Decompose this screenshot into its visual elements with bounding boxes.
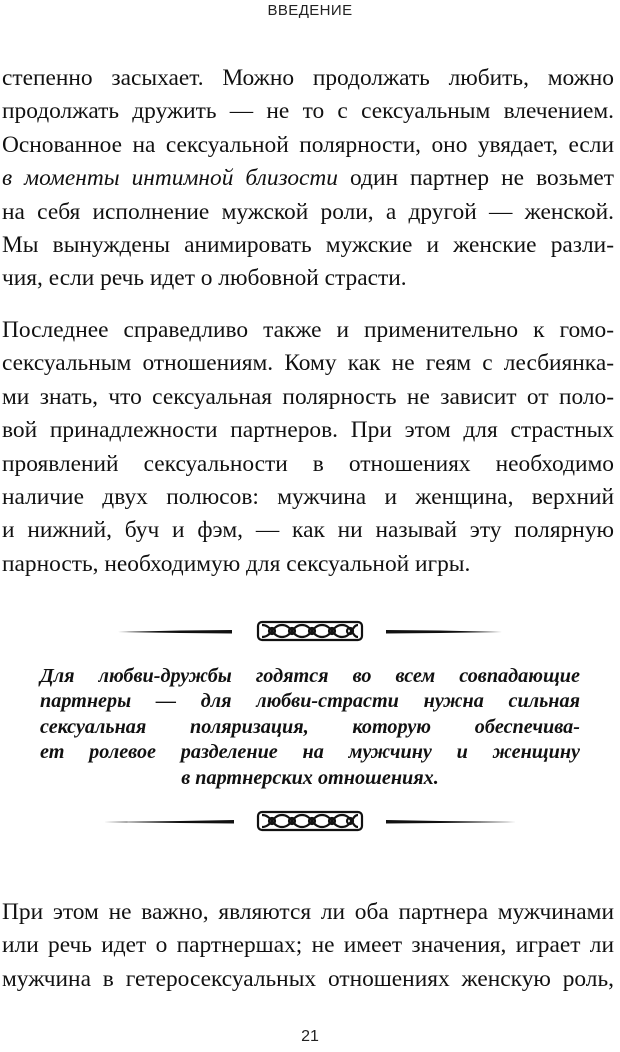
text-line: на себя исполнение мужской роли, а другой — женской. (2, 198, 614, 225)
text-line: Основанное на сексуальной полярности, оно увядает, если (2, 131, 614, 158)
text-line: или речь идет о партнершах; не имеет значения, играет ли (2, 932, 614, 959)
text-line: степенно засыхает. Можно продолжать любить, можно (2, 65, 614, 91)
right-rule (386, 630, 502, 634)
page-number: 21 (301, 1028, 319, 1045)
callout-line: партнеры — для любви-страсти нужна сильная (40, 690, 580, 713)
paragraph-2 (2, 314, 614, 581)
text-line: продолжать дружить — не то с сексуальным влечением. (2, 98, 614, 125)
ornament-divider-bottom (0, 806, 620, 836)
running-header: ВВЕДЕНИЕ (267, 2, 353, 19)
callout-line: ет ролевое разделение на мужчину и женщину (40, 741, 580, 764)
text-line: Последнее справедливо также и применительно к гомо- (2, 317, 614, 343)
text-line: парность, необходимую для сексуальной игры. (2, 550, 471, 577)
text-line: чия, если речь идет о любовной страсти. (2, 265, 407, 292)
text-line: Мы вынуждены анимировать мужские и женские разли- (2, 232, 614, 259)
left-rule (104, 820, 234, 824)
right-rule (386, 820, 516, 824)
text-line-with-italic (2, 162, 614, 195)
text-line: и нижний, буч и фэм, — как ни называй эту полярную (2, 517, 614, 544)
celtic-knot-icon (258, 812, 362, 830)
text-fragment: один партнер не возьмет (350, 165, 614, 192)
text-line: сексуальным отношениям. Кому как не геям с лесбиянка- (2, 350, 614, 377)
italic-phrase: в моменты интимной близости (2, 165, 338, 192)
callout-line: сексуальная поляризация, которую обеспечива- (40, 715, 580, 738)
text-line: ми знать, что сексуальная полярность не зависит от поло- (2, 383, 614, 410)
callout-line: в партнерских отношениях. (181, 766, 439, 789)
text-line: мужчина в гетеросексуальных отношениях женскую роль, (2, 965, 614, 992)
ornament-divider-top (0, 616, 620, 646)
celtic-knot-icon (258, 622, 362, 640)
text-line: При этом не важно, являются ли оба партнера мужчинами (2, 899, 614, 925)
text-line: проявлений сексуальности в отношениях необходимо (2, 450, 614, 477)
text-line: наличие двух полюсов: мужчина и женщина, верхний (2, 484, 614, 511)
callout-quote (40, 664, 580, 791)
callout-line: Для любви-дружбы годятся во всем совпадающие (40, 665, 580, 687)
left-rule (118, 630, 232, 634)
text-line: вой принадлежности партнеров. При этом для страстных (2, 417, 614, 444)
paragraph-1 (2, 62, 614, 296)
paragraph-3 (2, 896, 614, 996)
